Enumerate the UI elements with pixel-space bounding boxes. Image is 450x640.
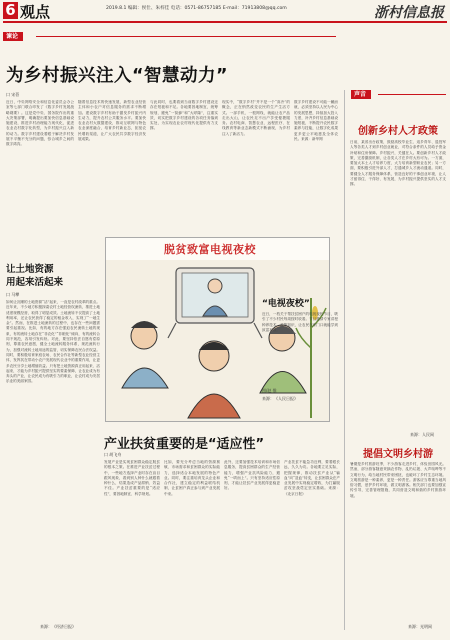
travel-headline: 提倡文明乡村游 (363, 449, 433, 460)
poverty-col-4: 产业扶贫不能急功近利，要着眼长远，久久为功。各地要立足实际，把握规律，推动扶贫产业从“输血”向“造血”转变，让贫困群众在产业发展中实现稳定增收，为打赢脱贫攻坚战奠定坚实基础。来源：《北京日报》 (284, 460, 340, 496)
main-col-4: 现实中，“数字乡村”并不是一个“高冷”的概念，正在悄然改变农民的生产生活方式。一部手机、一根网线，就能让农产品走出大山，让农民足不出户享受便捷服务。农村电商、智慧农业、远程医疗、在线教育等新业态新模式不断涌现，为乡村注入了新活力。 (222, 100, 290, 136)
section-tag-editorial (3, 32, 23, 41)
tag-voices-label: 声音 (354, 91, 367, 98)
main-col-2: 随着信息技术的快速发展，新型农业经营主体和小农户对信息服务的需求不断增加。建设数字乡村有助于激发乡村振兴内生动力，提升农村公共服务水平。要加快农业农村大数据建设，推动互联网与特色农业深度融合，培育乡村新业态，拓宽农民增收渠道，让广大农民共享数字经济发展成果。 (78, 100, 146, 142)
section-title: 观点 (20, 3, 51, 21)
cartoon-title: 脱贫致富电视夜校 (164, 243, 256, 256)
land-body: 如何让沉睡的土地资源“活”起来，一直是农村改革的重点。近年来，不少地方积极探索农村土地经营权流转，推进土地适度规模经营，取得了明显成效。土地流转不仅提高了土地利用率，还让农民获得了稳定的租金收入，实现了“一地生金”。然而，在推进土地流转的过程中，也存在一些问题需要引起重视。比如，有的地方存在强迫农民流转土地的现象，有的流转土地存在“非农化”“非粮化”倾向，有的流转合同不规范，容易引发纠纷。对此，要坚持依法自愿有偿原则，尊重农民意愿，健全土地流转服务体系，规范流转行为，加强对流转土地用途的监管，切实保障农民合法权益。同时，要积极培育家庭农场、农民合作社等新型农业经营主体，发挥其在带动小农户发展现代农业中的重要作用，让更多农民分享土地增值收益。只有把土地资源真正用起来、活起来，才能为乡村振兴提供坚实的要素保障，让农业成为有奔头的产业，让农民成为有吸引力的职业，让农村成为安居乐业的美丽家园。 (6, 300, 100, 384)
cartoon-source: 来源：《人民日报》 (262, 396, 298, 401)
poverty-col-2: 比如，要充分考虑当地的资源禀赋、市场需求和贫困群众的实际能力，选择适合本地发展的特色产业。同时，要注重培育龙头企业和合作社，建立稳定的利益联结机制，让贫困户真正参与到产业发展中来。 (164, 460, 220, 496)
header-meta: 2019.8.1 编辑：侯仕、朱梓佳 电话：0571-86757185 E-mail：71913808@qq.com (106, 6, 287, 11)
talent-headline: 创新乡村人才政策 (358, 126, 438, 137)
cartoon-caption-title: “电视夜校” (262, 299, 310, 309)
talent-body: 日前，某省出台政策，鼓励高校毕业生、返乡青年、退役军人等各类人才到乡村创业就业，对符合条件的人员给予资金补贴和住房保障。乡村振兴，关键在人。要创新乡村人才政策，完善激励机制，让各类人才在乡村大有可为。一方面，要加大本土人才培养力度，大力培育新型职业农民；另一方面，要积极引进外部人才，打通城乡人才流动通道。同时，要健全人才服务保障体系，营造良好的干事创业环境，让人才留得住、干得好、有发展，为乡村振兴提供坚实的人才支撑。 (350, 140, 446, 187)
column-divider (344, 90, 345, 630)
land-source: 来源：《经济日报》 (40, 624, 76, 629)
talent-source: 来源：人民网 (410, 432, 434, 437)
cartoon-caption-body: 近日，一档关于帮扶贫困户的电视夜校节目，吸引了不少村民每周按时收看。节目邀请专家讲授种养技术、政策知识，让农民在家门口就能学到致富本领。 (262, 312, 338, 332)
main-col-1: 近日，中央网络安全和信息化委员会办公室等七部门联合印发了《数字乡村发展战略纲要》。这是党中央、国务院作出的重大决策部署，明确提出要加快信息基础设施建设，推进乡村治理能力现代化，促进农业农村数字化转型，为乡村振兴注入新的动力。数字乡村建设着眼于解决乡村发展不平衡不充分的问题，弥合城乡之间的数字鸿沟。 (6, 100, 74, 147)
section-tag-voices (351, 90, 371, 99)
main-col-3: 与此同时，也要看到当前数字乡村建设还存在短板和不足。各地要因地制宜，统筹规划，避免“一窝蜂”和“大呼隆”，注重实效，切实把数字乡村建设的各项任务落到实处，为实现农业农村现代化提供有力支撑。 (150, 100, 218, 131)
poverty-col-3: 此外，还要加强技术培训和市场信息服务，提高贫困群众的生产经营能力，增强产业抗风险能力，避免“一哄而上”。只有坚持适应性原则，才能让扶贫产业发展得更稳更好。 (224, 460, 280, 491)
cartoon-credit: 图/赵 惟 (262, 388, 277, 393)
main-col-5: 数字乡村建设不可能一蹴而就，必须坚持以人民为中心的发展思想，持续加大投入力度，补齐乡村信息基础设施短板，不断提升农民数字素养与技能，让数字化成果更多更公平地惠及全体农民。来源：新华网 (294, 100, 338, 142)
main-headline: 为乡村振兴注入“智慧动力” (6, 66, 229, 86)
land-headline: 让土地资源 用起来活起来 (6, 264, 64, 288)
poverty-col-1: 发展产业是实现贫困群众稳定脱贫的根本之策。在推进产业扶贫过程中，一些地方选择产业时存在盲目跟风现象，看到别人种什么就跟着种什么，结果造成产品滞销、效益不佳。产业扶贫重要的是“适应性”，要因地制宜、科学规划。 (104, 460, 160, 496)
page-number: 6 (3, 2, 18, 19)
main-byline: 口 宋蓓 (6, 92, 20, 97)
voices-rule (378, 94, 446, 95)
newspaper-brand: 浙村信息报 (374, 5, 444, 21)
tag-label: 谏论 (6, 33, 19, 40)
land-byline: 口 马攀 (6, 292, 20, 297)
travel-source: 来源：光明网 (408, 624, 432, 629)
tag-rule (36, 36, 336, 37)
header-rule (3, 21, 447, 23)
poverty-byline: 口 胡飞舟 (104, 452, 122, 457)
travel-body: 暑期是乡村旅游旺季，不少游客走进乡村，体验田园风光。然而，部分游客随意采摘农作物、乱扔垃圾、大声喧哗等不文明行为，给当地村民带来困扰，也破坏了乡村生态环境。文明旅游是一种素养，更是一种责任。游客应当尊重当地风俗习惯，爱护乡村环境，做文明游客。相关部门也要加强宣传引导，完善管理措施，共同营造文明和谐的乡村旅游环境。 (350, 462, 446, 498)
poverty-headline: 产业扶贫重要的是“适应性” (104, 437, 265, 452)
